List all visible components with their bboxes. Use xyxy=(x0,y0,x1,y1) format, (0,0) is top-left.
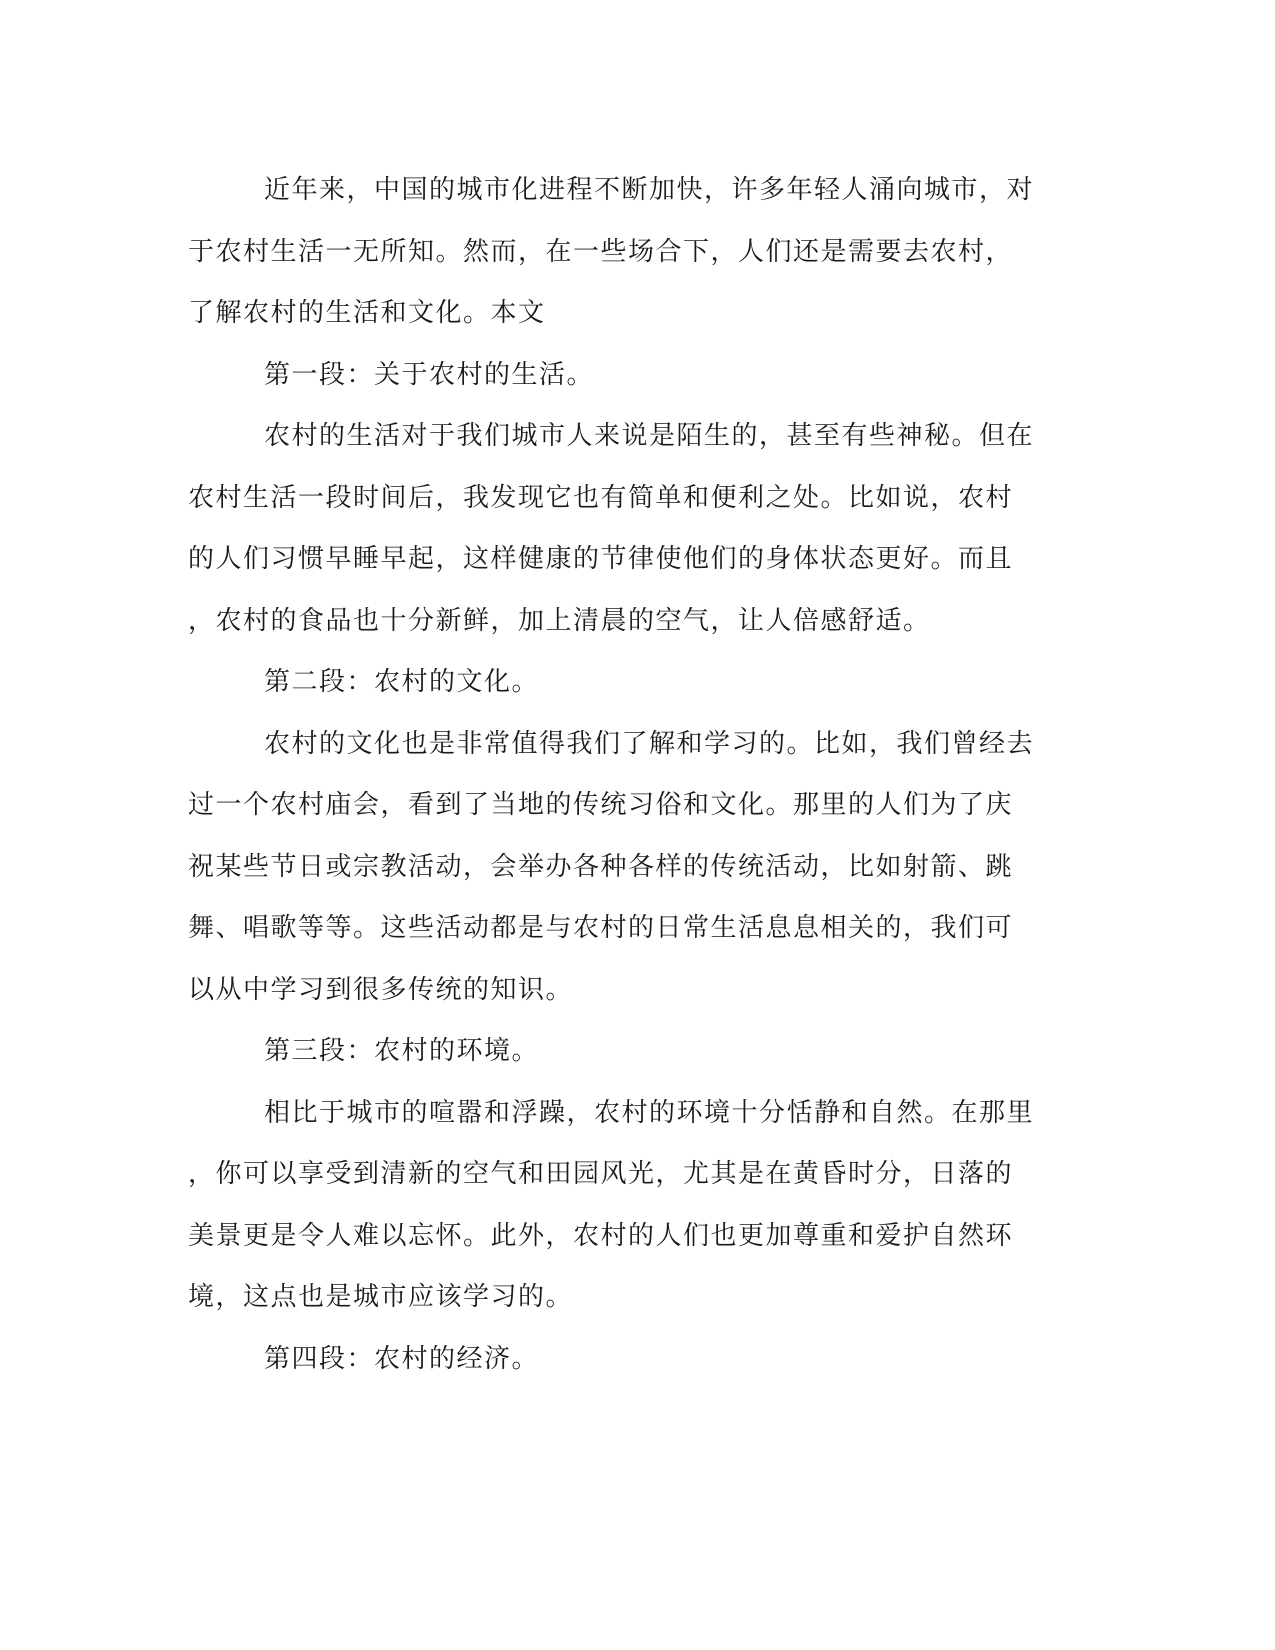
text-line: 的人们习惯早睡早起，这样健康的节律使他们的身体状态更好。而且 xyxy=(188,544,1014,574)
text-line: 于农村生活一无所知。然而，在一些场合下，人们还是需要去农村， xyxy=(188,236,1014,267)
text-line: 境，这点也是城市应该学习的。 xyxy=(188,1282,574,1312)
text-line: 舞、唱歌等等。这些活动都是与农村的日常生活息息相关的，我们可 xyxy=(188,913,1014,943)
document-body xyxy=(188,160,1068,1390)
text-line: 祝某些节日或宗教活动，会举办各种各样的传统活动，比如射箭、跳 xyxy=(188,851,1014,882)
text-line: 过一个农村庙会，看到了当地的传统习俗和文化。那里的人们为了庆 xyxy=(188,790,1014,820)
section-heading: 第二段：农村的文化。 xyxy=(264,667,540,697)
text-line: 农村的文化也是非常值得我们了解和学习的。比如，我们曾经去 xyxy=(264,728,1035,759)
text-line: 农村的生活对于我们城市人来说是陌生的，甚至有些神秘。但在 xyxy=(264,421,1035,451)
text-line: 农村生活一段时间后，我发现它也有简单和便利之处。比如说，农村 xyxy=(188,482,1014,513)
section-heading: 第一段：关于农村的生活。 xyxy=(264,359,595,390)
text-line: 以从中学习到很多传统的知识。 xyxy=(188,974,574,1005)
text-line: 了解农村的生活和文化。本文 xyxy=(188,298,546,328)
section-heading: 第三段：农村的环境。 xyxy=(264,1036,540,1066)
text-line: ，农村的食品也十分新鲜，加上清晨的空气，让人倍感舒适。 xyxy=(188,605,931,636)
text-line: 美景更是令人难以忘怀。此外，农村的人们也更加尊重和爱护自然环 xyxy=(188,1220,1014,1251)
text-line: 相比于城市的喧嚣和浮躁，农村的环境十分恬静和自然。在那里 xyxy=(264,1097,1035,1128)
text-line: ，你可以享受到清新的空气和田园风光，尤其是在黄昏时分，日落的 xyxy=(188,1159,1014,1189)
section-heading: 第四段：农村的经济。 xyxy=(264,1343,540,1374)
text-line: 近年来，中国的城市化进程不断加快，许多年轻人涌向城市，对 xyxy=(264,175,1035,205)
